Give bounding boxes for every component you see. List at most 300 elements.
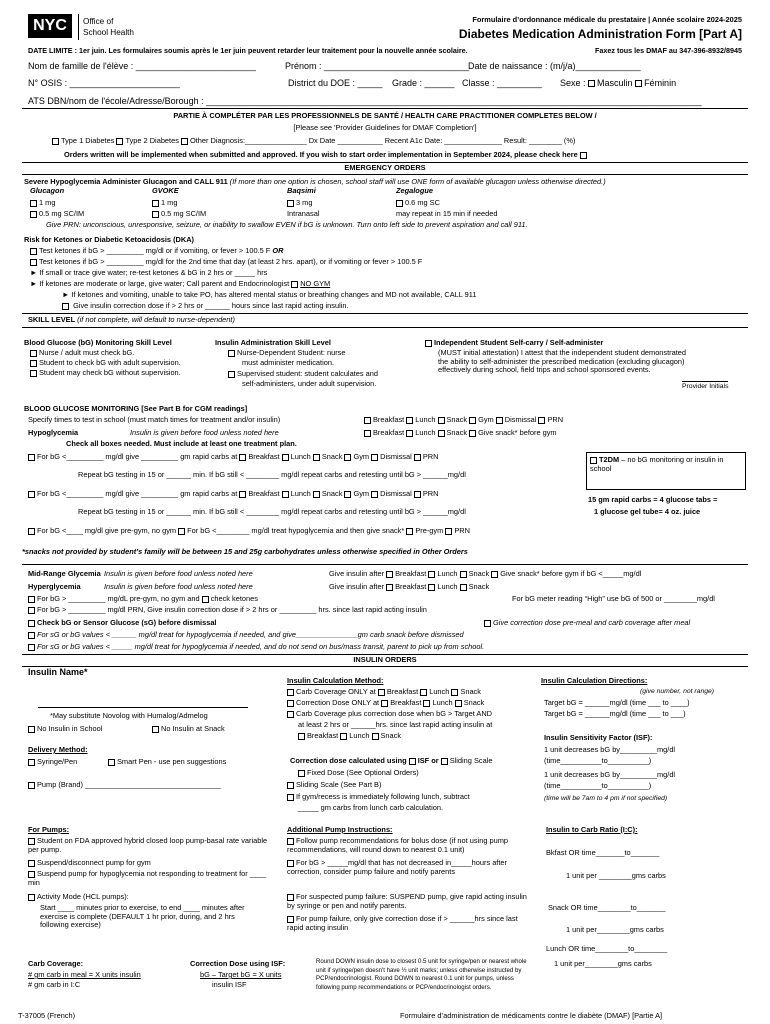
- directions-title: Insulin Calculation Directions:: [541, 676, 648, 685]
- no-insulin-school: [28, 725, 102, 733]
- method-3c: [298, 732, 401, 740]
- pregym-checkbox[interactable]: [28, 528, 35, 535]
- type1-label: Type 1 Diabetes: [61, 136, 115, 145]
- midrange-title: Mid-Range Glycemia: [28, 569, 101, 578]
- ketones-1-checkbox[interactable]: [30, 248, 37, 255]
- icr-2-unit[interactable]: 1 unit per________gms carbs: [566, 925, 664, 934]
- hyper-1: [28, 595, 258, 603]
- r2-dismissal-label: Dismissal: [380, 489, 412, 498]
- nogym-label: NO GYM: [300, 279, 331, 288]
- pump-1-checkbox[interactable]: [28, 838, 35, 845]
- logo-sub: Health: [28, 34, 44, 40]
- fax-note: Faxez tous les DMAF au 347-396-8932/8945: [594, 46, 742, 55]
- zegalogue-checkbox[interactable]: [396, 200, 403, 207]
- method-2-checkbox[interactable]: [287, 700, 294, 707]
- zegalogue-dose: [396, 199, 440, 207]
- r1-prn[interactable]: [414, 454, 421, 461]
- isf-2-time[interactable]: (time__________to__________): [544, 781, 652, 790]
- type1-checkbox[interactable]: [52, 138, 59, 145]
- r2-gym-label: Gym: [353, 489, 370, 498]
- hypo-title: Hypoglycemia: [28, 428, 79, 437]
- top-right-title: Formulaire d’ordonnance médicale du prestataire | Année scolaire 2024-2025: [472, 15, 742, 24]
- hyper-5-text: For sG or bG values < _____ mg/dl treat for hypoglycemia if needed, and do not send on bus/mass transit, parent to pick up from school.: [37, 642, 485, 651]
- pump-4-checkbox[interactable]: [28, 894, 35, 901]
- fixed-label: Fixed Dose (See Optional Orders): [307, 768, 419, 777]
- method-3b: at least 2 hrs or ______hrs. since last rapid acting insulin at: [298, 720, 493, 729]
- male-checkbox[interactable]: [588, 80, 595, 87]
- bg-skill-2: [30, 359, 181, 367]
- h-breakfast: Breakfast: [373, 428, 405, 437]
- r1-snack[interactable]: [313, 454, 320, 461]
- icr-2[interactable]: Snack OR time________to_______: [548, 903, 666, 912]
- zegalogue-col: Zegalogue: [396, 186, 433, 195]
- student-sex: [560, 79, 676, 89]
- divider: [22, 564, 748, 565]
- p-lunch: Lunch: [437, 582, 458, 591]
- ketones-or: OR: [272, 246, 284, 255]
- no-snack-label: No Insulin at Snack: [161, 724, 225, 733]
- t2dm-checkbox[interactable]: [590, 457, 597, 464]
- corr-formula: bG – Target bG = X units: [200, 970, 282, 979]
- hyper-3-text: Check bG or Sensor Glucose (sG) before dismissal: [37, 618, 217, 627]
- m-snack: Snack: [468, 569, 490, 578]
- t2dm-note: – no bG monitoring or insulin in school: [590, 455, 724, 473]
- pump-label: Pump (Brand) _________________________________: [37, 780, 221, 789]
- t2dm: [590, 456, 744, 473]
- add-pump-3-label: For suspected pump failure: SUSPEND pump, give rapid acting insulin by syringe or pen and notify parents.: [287, 892, 527, 910]
- m2-breakfast[interactable]: [381, 700, 388, 707]
- t-dismissal-checkbox[interactable]: [496, 417, 503, 424]
- hyper-3b-checkbox[interactable]: [484, 620, 491, 627]
- r1-lunch[interactable]: [282, 454, 289, 461]
- isf-checkbox[interactable]: [409, 758, 416, 765]
- type2-label: Type 2 Diabetes: [125, 136, 179, 145]
- hyper-note: Insulin is given before food unless noted here: [104, 582, 253, 591]
- t-gym: Gym: [478, 415, 494, 424]
- gym-recess-label: If gym/recess is immediately following lunch, subtract: [296, 792, 470, 801]
- no-snack-checkbox[interactable]: [152, 726, 159, 733]
- method-1-checkbox[interactable]: [287, 689, 294, 696]
- smartpen-label: Smart Pen - use pen suggestions: [117, 757, 227, 766]
- isf-1-time[interactable]: (time__________to__________): [544, 756, 652, 765]
- hypo-plan-2-text: For bG <_________ mg/dl give _________ gm rapid carbs at: [37, 489, 238, 498]
- add-pump-4-checkbox[interactable]: [287, 916, 294, 923]
- m3-lunch-label: Lunch: [349, 731, 370, 740]
- severe-hypo-note: (If more than one option is chosen, school staff will use ONE form of available glucagon unless otherwise directed.): [229, 177, 606, 186]
- t-breakfast-checkbox[interactable]: [364, 417, 371, 424]
- method-3: [287, 710, 492, 718]
- baqsimi-route: Intranasal: [287, 209, 320, 218]
- gvoke-1mg-checkbox[interactable]: [152, 200, 159, 207]
- no-school-checkbox[interactable]: [28, 726, 35, 733]
- method-1-label: Carb Coverage ONLY at: [296, 687, 376, 696]
- ketones-5-label: If ketones and vomiting, unable to take PO, has altered mental status or breathing changes and MD not available, CALL 911: [71, 290, 477, 299]
- pumps-title: For Pumps:: [28, 825, 70, 834]
- student-osis[interactable]: N° OSIS : ______________________: [28, 78, 180, 88]
- hyper-title: Hyperglycemia: [28, 582, 81, 591]
- h-gym-checkbox[interactable]: [469, 430, 476, 437]
- method-2: [287, 699, 484, 707]
- ketones-3: ► If small or trace give water; re-test ketones & bG in 2 hrs or _____ hrs: [30, 268, 268, 277]
- method-2-label: Correction Dose ONLY at: [296, 698, 380, 707]
- ins-skill-2-label: Supervised student: student calculates and: [237, 369, 378, 378]
- bg-skill-3-label: Student may check bG without supervision.: [39, 368, 181, 377]
- sex-label: Sexe :: [560, 78, 586, 88]
- isf-note: (time will be 7am to 4 pm if not specified): [544, 795, 668, 802]
- skill-note: (if not complete, will default to nurse-dependent): [77, 315, 235, 324]
- gym-plan: [28, 527, 470, 535]
- add-pump-2-checkbox[interactable]: [287, 860, 294, 867]
- student-dob[interactable]: Date de naissance : (m/j/a)_____________: [468, 61, 641, 71]
- hypo-plan-1-repeat: Repeat bG testing in 15 or ______ min. If bG still < ________ mg/dl repeat carbs and retesting until bG > ______mg/dl: [78, 470, 466, 479]
- ins-skill-title: Insulin Administration Skill Level: [215, 338, 331, 347]
- skill-heading: [28, 316, 235, 324]
- nogym-checkbox[interactable]: [291, 281, 298, 288]
- r2-gym[interactable]: [344, 491, 351, 498]
- carb-formula-2: # gm carb in I:C: [28, 980, 81, 989]
- divider: [22, 108, 748, 109]
- p-snack-checkbox[interactable]: [460, 584, 467, 591]
- smartpen-checkbox[interactable]: [108, 759, 115, 766]
- gvoke-1mg: [152, 199, 177, 207]
- m1-snack-label: Snack: [460, 687, 481, 696]
- pump-2-label: Suspend/disconnect pump for gym: [37, 858, 151, 867]
- m-snack-checkbox[interactable]: [460, 571, 467, 578]
- ind-checkbox[interactable]: [425, 340, 432, 347]
- ketones-4-label: If ketones are moderate or large, give water; Call parent and Endocrinologist: [39, 279, 290, 288]
- gym-recess-checkbox[interactable]: [287, 794, 294, 801]
- september-checkbox[interactable]: [580, 152, 587, 159]
- delivery-title: Delivery Method:: [28, 745, 88, 754]
- m2-lunch-label: Lunch: [432, 698, 453, 707]
- bg-skill-3: [30, 369, 181, 377]
- glucagon-half-checkbox[interactable]: [30, 211, 37, 218]
- ketones-1-label: Test ketones if bG > _________ mg/dl or if vomiting, or fever > 100.5 F: [39, 246, 271, 255]
- bg-skill-1: [30, 349, 134, 357]
- m1-breakfast[interactable]: [378, 689, 385, 696]
- insulin-heading: INSULIN ORDERS: [353, 655, 417, 664]
- sliding-scale: [287, 781, 381, 789]
- pump-1: [28, 837, 268, 854]
- pump-2: [28, 859, 151, 867]
- hyper-meter: For bG meter reading “High” use bG of 500 or ________mg/dl: [512, 594, 715, 603]
- gym-recess-2: _____ gm carbs from lunch carb calculation.: [298, 803, 444, 812]
- hyper-1-checkbox[interactable]: [28, 596, 35, 603]
- m1-lunch[interactable]: [420, 689, 427, 696]
- m3-snack[interactable]: [372, 733, 379, 740]
- pump-1-label: Student on FDA approved hybrid closed loop pump-basal rate variable per pump.: [28, 836, 268, 854]
- add-pump-3: [287, 893, 527, 910]
- bg-skill-2-checkbox[interactable]: [30, 360, 37, 367]
- h-gym: Give snack* before gym: [478, 428, 557, 437]
- hyper-3b-text: Give correction dose pre-meal and carb coverage after meal: [493, 618, 691, 627]
- monitoring-times: [364, 416, 563, 424]
- add-pump-3-checkbox[interactable]: [287, 894, 294, 901]
- student-first-name[interactable]: Prénom : _____________________________: [285, 61, 470, 71]
- skill-title: SKILL LEVEL: [28, 315, 76, 324]
- isf-title: Insulin Sensitivity Factor (ISF):: [544, 733, 653, 742]
- m3-breakfast[interactable]: [298, 733, 305, 740]
- m1-lunch-label: Lunch: [429, 687, 450, 696]
- glucagon-half: [30, 210, 84, 218]
- calc-method-title: Insulin Calculation Method:: [287, 676, 384, 685]
- treat-hypo-checkbox[interactable]: [178, 528, 185, 535]
- m-gym-checkbox[interactable]: [491, 571, 498, 578]
- treat-hypo-text: For bG <________ mg/dl treat hypoglycemia and then give snack*: [187, 526, 405, 535]
- pump-2-checkbox[interactable]: [28, 860, 35, 867]
- pump-4-label: Activity Mode (HCL pumps):: [37, 892, 129, 901]
- hyper-2-checkbox[interactable]: [28, 607, 35, 614]
- pregym2-label: Pre-gym: [415, 526, 444, 535]
- r2-breakfast[interactable]: [239, 491, 246, 498]
- sliding-checkbox[interactable]: [441, 758, 448, 765]
- pregym-text: For bG <____ mg/dl give pre-gym, no gym: [37, 526, 177, 535]
- pregym2-checkbox[interactable]: [406, 528, 413, 535]
- corr-calc-label: Correction dose calculated using: [290, 756, 407, 765]
- glucagon-1mg: [30, 199, 55, 207]
- m2-breakfast-label: Breakfast: [390, 698, 422, 707]
- m-lunch: Lunch: [437, 569, 458, 578]
- h-breakfast-checkbox[interactable]: [364, 430, 371, 437]
- t-snack-checkbox[interactable]: [438, 417, 445, 424]
- student-district[interactable]: District du DOE : _____: [288, 78, 383, 88]
- fixed-checkbox[interactable]: [298, 770, 305, 777]
- provider-subheading: [Please see 'Provider Guidelines for DMAF Completion']: [293, 123, 477, 132]
- hyper-2-text: For bG > _________ mg/dl PRN, Give insulin correction dose if > 2 hrs or _________ hrs. since last rapid acting insulin: [37, 605, 427, 614]
- pump-checkbox[interactable]: [28, 782, 35, 789]
- glucagon-1mg-checkbox[interactable]: [30, 200, 37, 207]
- bg-skill-1-checkbox[interactable]: [30, 350, 37, 357]
- r1-prn-label: PRN: [422, 452, 439, 461]
- hyper-5: [28, 643, 484, 651]
- hypo-plan-2: [28, 490, 438, 498]
- insulin-name-label: Insulin Name*: [28, 667, 88, 677]
- type2-checkbox[interactable]: [116, 138, 123, 145]
- target-1[interactable]: Target bG = ______mg/dl (time ___ to ____): [544, 698, 690, 707]
- p-snack: Snack: [468, 582, 490, 591]
- give-prn: Give PRN: unconscious, unresponsive, seizure, or inability to swallow EVEN if bG is unknown. Turn onto left side to prevent aspiration and call 911.: [46, 220, 528, 229]
- orders-note: [64, 151, 589, 159]
- r1-lunch-label: Lunch: [290, 452, 311, 461]
- ins-skill-2-checkbox[interactable]: [228, 371, 235, 378]
- hypo-times: [364, 429, 557, 437]
- t-gym-checkbox[interactable]: [469, 417, 476, 424]
- round-note: Round DOWN insulin dose to closest 0.5 unit for syringe/pen or nearest whole unit if syringe/pen doesn't have ½ unit marks; unless otherwise instructed by PCP/endocrinologist. Round DOWN to nearest 0.1 unit for pumps, unless following pump recommendations or PCP/endocrinologist orders.: [316, 958, 527, 991]
- hyper-3-checkbox[interactable]: [28, 620, 35, 627]
- isf-1[interactable]: 1 unit decreases bG by_________mg/dl: [544, 745, 676, 754]
- hypo-plan-2-repeat: Repeat bG testing in 15 or ______ min. If bG still < ________ mg/dl repeat carbs and retesting until bG > ______mg/dl: [78, 507, 466, 516]
- hyper-3: [28, 619, 216, 627]
- hyper-after: [329, 583, 489, 591]
- r1-dismissal[interactable]: [371, 454, 378, 461]
- h-snack: Snack: [446, 428, 468, 437]
- divider: [22, 327, 748, 328]
- r1-gym[interactable]: [344, 454, 351, 461]
- office-line2: School Health: [83, 28, 134, 37]
- t-lunch-checkbox[interactable]: [406, 417, 413, 424]
- sliding2-label: Sliding Scale (See Part B): [296, 780, 382, 789]
- icr-3-unit[interactable]: 1 unit per________gms carbs: [554, 959, 652, 968]
- target-2[interactable]: Target bG = ______mg/dl (time ___ to ___): [544, 709, 686, 718]
- p-lunch-checkbox[interactable]: [428, 584, 435, 591]
- m-lunch-checkbox[interactable]: [428, 571, 435, 578]
- h-snack-checkbox[interactable]: [438, 430, 445, 437]
- check-all-note: Check all boxes needed. Must include at least one treatment plan.: [66, 439, 297, 448]
- corr-calc: [290, 757, 492, 765]
- r1-gym-label: Gym: [353, 452, 370, 461]
- ketones-6-checkbox[interactable]: [62, 303, 69, 310]
- insulin-name-line[interactable]: [38, 707, 248, 708]
- ind-title-text: Independent Student Self-carry / Self-administer: [434, 338, 604, 347]
- midrange-after: [329, 570, 641, 578]
- gym-recess: [287, 793, 470, 801]
- m1-breakfast-label: Breakfast: [386, 687, 419, 696]
- ketones-2-checkbox[interactable]: [30, 259, 37, 266]
- no-insulin-snack: [152, 725, 225, 733]
- r2-snack[interactable]: [313, 491, 320, 498]
- provider-initials[interactable]: Provider Initials: [682, 383, 729, 390]
- r2-snack-label: Snack: [321, 489, 343, 498]
- baqsimi-checkbox[interactable]: [287, 200, 294, 207]
- female-checkbox[interactable]: [635, 80, 642, 87]
- icr-title: Insulin to Carb Ratio (I:C):: [546, 825, 638, 834]
- ins-skill-1-label: Nurse-Dependent Student: nurse: [237, 348, 346, 357]
- diagnosis-row: [52, 137, 575, 145]
- add-pump-title: Additional Pump Instructions:: [287, 825, 393, 834]
- other-dx-label: Other Diagnosis:_______________ Dx Date ___________ Recent A1c Date: ______________ Result: ________ (%): [189, 136, 576, 145]
- m-breakfast: Breakfast: [395, 569, 427, 578]
- method-3-label: Carb Coverage plus correction dose when bG > Target AND: [296, 709, 493, 718]
- m1-snack[interactable]: [451, 689, 458, 696]
- r2-dismissal[interactable]: [371, 491, 378, 498]
- hyper-1-text: For bG > _________ mg/dL pre-gym, no gym and: [37, 594, 200, 603]
- t-prn-checkbox[interactable]: [538, 417, 545, 424]
- bg-skill-2-label: Student to check bG with adult supervision.: [39, 358, 181, 367]
- form-id: T-37005 (French): [18, 1011, 76, 1020]
- prn2-checkbox[interactable]: [445, 528, 452, 535]
- icr-3[interactable]: Lunch OR time________to________: [546, 944, 668, 953]
- m3-lunch[interactable]: [340, 733, 347, 740]
- pump-3: [28, 870, 268, 887]
- logo-divider: [78, 14, 79, 40]
- r1-breakfast[interactable]: [239, 454, 246, 461]
- m3-snack-label: Snack: [380, 731, 402, 740]
- severe-hypo: [24, 178, 606, 186]
- t-lunch: Lunch: [415, 415, 436, 424]
- female-label: Féminin: [644, 78, 677, 88]
- method-1: [287, 688, 481, 696]
- icr-1[interactable]: Bkfast OR time_______to_______: [546, 848, 660, 857]
- method-3-checkbox[interactable]: [287, 711, 294, 718]
- student-class[interactable]: Classe : _________: [462, 78, 543, 88]
- ketones-6: [62, 302, 349, 310]
- monitoring-heading: BLOOD GLUCOSE MONITORING [See Part B for CGM readings]: [24, 404, 248, 413]
- hyper-3b: [484, 619, 690, 627]
- m2-lunch[interactable]: [423, 700, 430, 707]
- deadline-note: DATE LIMITE : 1er juin. Les formulaires soumis après le 1er juin peuvent retarder leur traitement pour la nouvelle année scolaire.: [28, 46, 468, 55]
- student-last-name[interactable]: Nom de famille de l'élève : ________________________: [28, 61, 256, 71]
- severe-hypo-title: Severe Hypoglycemia Administer Glucagon and CALL 911: [24, 177, 228, 186]
- ins-skill-1-checkbox[interactable]: [228, 350, 235, 357]
- pump-option: [28, 781, 221, 789]
- sliding2-checkbox[interactable]: [287, 782, 294, 789]
- directions-note: (give number, not range): [640, 688, 715, 695]
- pump-4: [28, 893, 129, 901]
- t-prn: PRN: [547, 415, 564, 424]
- student-grade[interactable]: Grade : ______: [392, 78, 455, 88]
- other-dx-checkbox[interactable]: [181, 138, 188, 145]
- check-ketones-checkbox[interactable]: [202, 596, 209, 603]
- hypo-plan-2-checkbox[interactable]: [28, 491, 35, 498]
- r2-lunch[interactable]: [282, 491, 289, 498]
- add-pump-2-label: For bG > _____mg/dl that has not decreased in_____hours after correction, consider pump failure and notify parents: [287, 858, 507, 876]
- ketones-4: ► If ketones are moderate or large, give water; Call parent and Endocrinologist NO GYM: [30, 279, 331, 288]
- r1-snack-label: Snack: [321, 452, 343, 461]
- student-school[interactable]: ATS DBN/nom de l'école/Adresse/Borough : ___________________________________________________________________________________________________: [28, 96, 702, 106]
- gvoke-half-checkbox[interactable]: [152, 211, 159, 218]
- prn2-label: PRN: [454, 526, 470, 535]
- hypo-plan-1-text: For bG <_________ mg/dl give _________ gm rapid carbs at: [37, 452, 238, 461]
- logo-text: NYC: [33, 17, 67, 34]
- t2dm-label: T2DM: [599, 455, 620, 464]
- syringe-checkbox[interactable]: [28, 759, 35, 766]
- midrange-note: Insulin is given before food unless noted here: [104, 569, 253, 578]
- t-breakfast: Breakfast: [373, 415, 405, 424]
- ketones-2-label: Test ketones if bG > _________ mg/dl for the 2nd time that day (at least 2 hrs. apart), or if vomiting or fever > 100.5 F: [39, 257, 423, 266]
- orders-note-text: Orders written will be implemented when submitted and approved. If you wish to start order implementation in September 2024, please check here: [64, 150, 578, 159]
- glucagon-col: Glucagon: [30, 186, 65, 195]
- r2-breakfast-label: Breakfast: [248, 489, 280, 498]
- m2-snack[interactable]: [455, 700, 462, 707]
- t-dismissal: Dismissal: [504, 415, 537, 424]
- m-breakfast-checkbox[interactable]: [386, 571, 393, 578]
- bg-skill-1-label: Nurse / adult must check bG.: [39, 348, 135, 357]
- icr-1-unit[interactable]: 1 unit per ________gms carbs: [566, 871, 666, 880]
- corr-title: Correction Dose using ISF:: [190, 959, 286, 968]
- p-breakfast-checkbox[interactable]: [386, 584, 393, 591]
- add-pump-4: [287, 915, 527, 932]
- syringe-option: [28, 758, 77, 766]
- t-snack: Snack: [446, 415, 468, 424]
- ins-skill-1: [228, 349, 345, 357]
- pump-3-checkbox[interactable]: [28, 871, 35, 878]
- check-ketones: check ketones: [210, 594, 258, 603]
- hyper-4-checkbox[interactable]: [28, 632, 35, 639]
- ins-skill-2: [228, 370, 378, 378]
- ketones-5: ► If ketones and vomiting, unable to take PO, has altered mental status or breathing changes and MD not available, CALL 911: [62, 290, 477, 299]
- bg-skill-title: Blood Glucose (bG) Monitoring Skill Level: [24, 338, 172, 347]
- add-pump-2: [287, 859, 527, 876]
- h-lunch: Lunch: [415, 428, 436, 437]
- ketones-2: [30, 258, 422, 266]
- sliding-label: Sliding Scale: [449, 756, 493, 765]
- hypo-plan-1-checkbox[interactable]: [28, 454, 35, 461]
- bg-skill-3-checkbox[interactable]: [30, 370, 37, 377]
- add-pump-1-checkbox[interactable]: [287, 838, 294, 845]
- baqsimi-col: Baqsimi: [287, 186, 316, 195]
- pump-4b: Start ____ minutes prior to exercise, to end ____ minutes after exercise is complete (DEFAULT 1 hr prior, during, and 2 hrs following exercise): [40, 903, 245, 930]
- ins-skill-1b: must administer medication.: [242, 358, 335, 367]
- syringe-label: Syringe/Pen: [37, 757, 78, 766]
- r2-prn[interactable]: [414, 491, 421, 498]
- isf-2[interactable]: 1 unit decreases bG by_________mg/dl: [544, 770, 676, 779]
- hyper-2: [28, 606, 427, 614]
- h-lunch-checkbox[interactable]: [406, 430, 413, 437]
- midrange-after-label: Give insulin after: [329, 569, 385, 578]
- gvoke-half: [152, 210, 206, 218]
- hyper-5-checkbox[interactable]: [28, 644, 35, 651]
- pump-3-label: Suspend pump for hypoglycemia not responding to treatment for ____ min: [28, 869, 267, 887]
